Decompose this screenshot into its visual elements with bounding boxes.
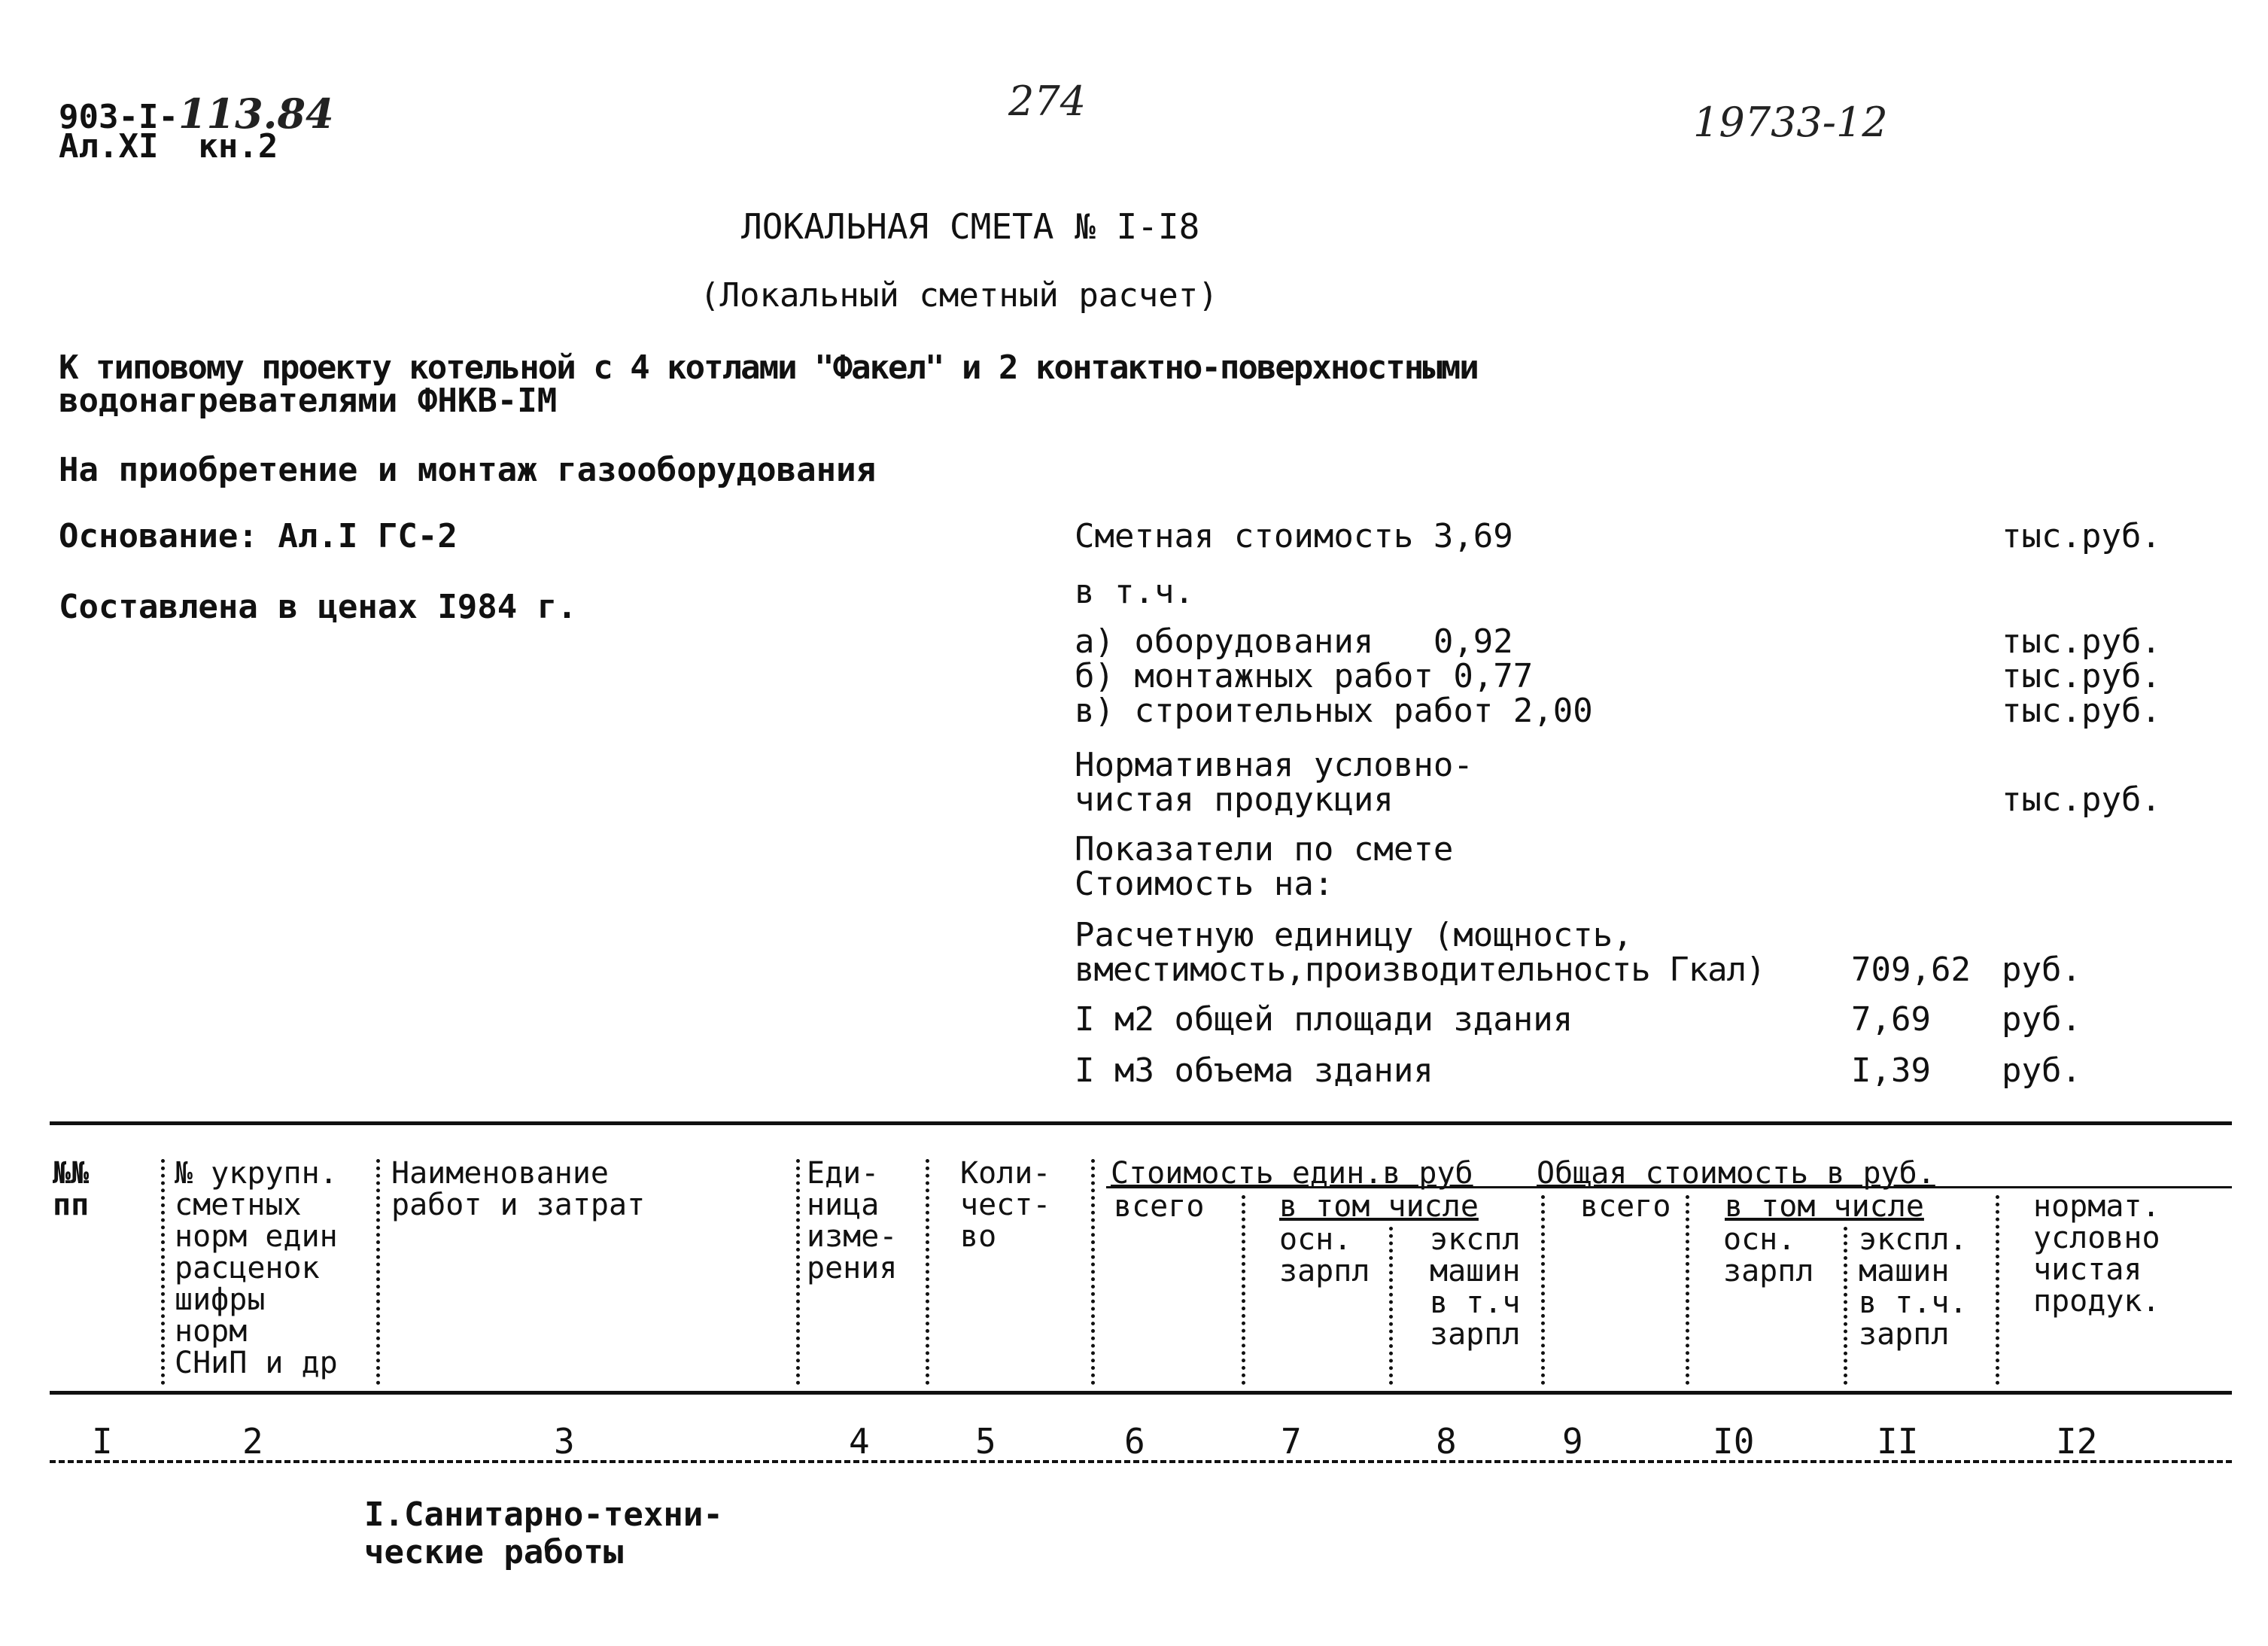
normative-label-2: чистая продукция xyxy=(1075,780,1394,819)
col-number-12: I2 xyxy=(2056,1421,2098,1462)
col-number-8: 8 xyxy=(1436,1421,1457,1462)
separator xyxy=(1242,1195,1245,1385)
col-9-header: всего xyxy=(1580,1189,1671,1224)
purpose: На приобретение и монтаж газооборудования xyxy=(59,451,877,489)
col-11-header: экспл. машин в т.ч. зарпл xyxy=(1859,1222,1968,1352)
col-6-header: всего xyxy=(1114,1189,1205,1224)
section-title-1: I.Санитарно-техни- xyxy=(364,1495,723,1534)
separator xyxy=(1844,1227,1847,1385)
separator xyxy=(1091,1159,1095,1385)
separator xyxy=(161,1159,165,1385)
page-subtitle: (Локальный сметный расчет) xyxy=(700,276,1218,315)
col-7-header: осн. зарпл xyxy=(1279,1222,1370,1289)
handwritten-code: 113.84 xyxy=(178,90,334,138)
volume-label: I м3 объема здания xyxy=(1075,1051,1433,1090)
estimated-cost: Сметная стоимость 3,69 xyxy=(1075,517,1513,555)
table-top-rule xyxy=(50,1121,2232,1125)
basis: Основание: Ал.I ГС-2 xyxy=(59,517,458,555)
document-code: 903-I-113.84 xyxy=(59,90,334,138)
area-value: 7,69 xyxy=(1851,1000,1931,1039)
col-12-header: нормат. условно чистая продук. xyxy=(2033,1189,2160,1319)
section-title-2: ческие работы xyxy=(364,1533,624,1571)
col-number-10: I0 xyxy=(1713,1421,1755,1462)
cost-on-label: Стоимость на: xyxy=(1075,865,1334,903)
cost-construction-unit: тыс.руб. xyxy=(2002,692,2161,730)
col-number-4: 4 xyxy=(849,1421,870,1462)
normative-unit: тыс.руб. xyxy=(2002,780,2161,819)
indicators-label: Показатели по смете xyxy=(1075,830,1454,869)
cost-installation-unit: тыс.руб. xyxy=(2002,657,2161,695)
album-volume: Ал.XI кн.2 xyxy=(59,127,278,166)
cost-equipment: а) оборудования 0,92 xyxy=(1075,622,1513,661)
col-number-9: 9 xyxy=(1562,1421,1583,1462)
col-5-header: Коли- чест- во xyxy=(960,1156,1051,1254)
column-numbers-rule xyxy=(50,1460,2232,1463)
unit-incl-header: в том числе xyxy=(1279,1189,1479,1224)
col-number-5: 5 xyxy=(975,1421,996,1462)
separator xyxy=(1541,1195,1545,1385)
col-number-2: 2 xyxy=(242,1421,263,1462)
per-unit-unit: руб. xyxy=(2002,951,2081,989)
per-unit-value: 709,62 xyxy=(1851,951,1971,989)
col-2-header: № укрупн. сметных норм един расценок шифры норм СНиП и др xyxy=(175,1156,338,1380)
col-10-header: осн. зарпл xyxy=(1723,1222,1814,1289)
cost-installation: б) монтажных работ 0,77 xyxy=(1075,657,1534,695)
including-label: в т.ч. xyxy=(1075,573,1194,611)
col-number-11: II xyxy=(1877,1421,1919,1462)
separator xyxy=(1389,1227,1393,1385)
cost-construction: в) строительных работ 2,00 xyxy=(1075,692,1593,730)
area-label: I м2 общей площади здания xyxy=(1075,1000,1573,1039)
cost-equipment-unit: тыс.руб. xyxy=(2002,622,2161,661)
separator xyxy=(1686,1195,1689,1385)
normative-label-1: Нормативная условно- xyxy=(1075,746,1473,784)
col-4-header: Еди- ница изме- рения xyxy=(807,1156,898,1285)
col-number-6: 6 xyxy=(1124,1421,1145,1462)
col-number-7: 7 xyxy=(1281,1421,1302,1462)
col-1-header: №№ пп xyxy=(53,1156,90,1222)
estimated-cost-unit: тыс.руб. xyxy=(2002,517,2161,555)
separator xyxy=(926,1159,929,1385)
document-number: 19733-12 xyxy=(1693,99,1888,146)
separator xyxy=(796,1159,800,1385)
price-level: Составлена в ценах I984 г. xyxy=(59,588,577,626)
project-line-1: К типовому проекту котельной с 4 котлами "Факел" и 2 контактно-поверхностными xyxy=(59,348,1478,387)
col-3-header: Наименование работ и затрат xyxy=(391,1156,646,1222)
volume-unit: руб. xyxy=(2002,1051,2081,1090)
col-number-3: 3 xyxy=(554,1421,575,1462)
separator xyxy=(376,1159,380,1385)
header-bottom-rule xyxy=(50,1391,2232,1395)
area-unit: руб. xyxy=(2002,1000,2081,1039)
cost-group-rule xyxy=(1106,1186,2232,1188)
per-unit-label-2: вместимость,производительность Гкал) xyxy=(1075,951,1765,989)
separator xyxy=(1996,1195,1999,1385)
unit-cost-header: Стоимость един.в руб xyxy=(1111,1156,1473,1191)
page-title: ЛОКАЛЬНАЯ СМЕТА № I-I8 xyxy=(741,206,1200,247)
col-number-1: I xyxy=(92,1421,113,1462)
volume-value: I,39 xyxy=(1851,1051,1931,1090)
project-line-2: водонагревателями ФНКВ-IМ xyxy=(59,382,558,420)
per-unit-label-1: Расчетную единицу (мощность, xyxy=(1075,916,1633,954)
col-8-header: экспл машин в т.ч зарпл xyxy=(1430,1222,1521,1352)
total-cost-header: Общая стоимость в руб. xyxy=(1537,1156,1935,1191)
total-incl-header: в том числе xyxy=(1725,1189,1924,1224)
page-number: 274 xyxy=(1008,78,1087,125)
